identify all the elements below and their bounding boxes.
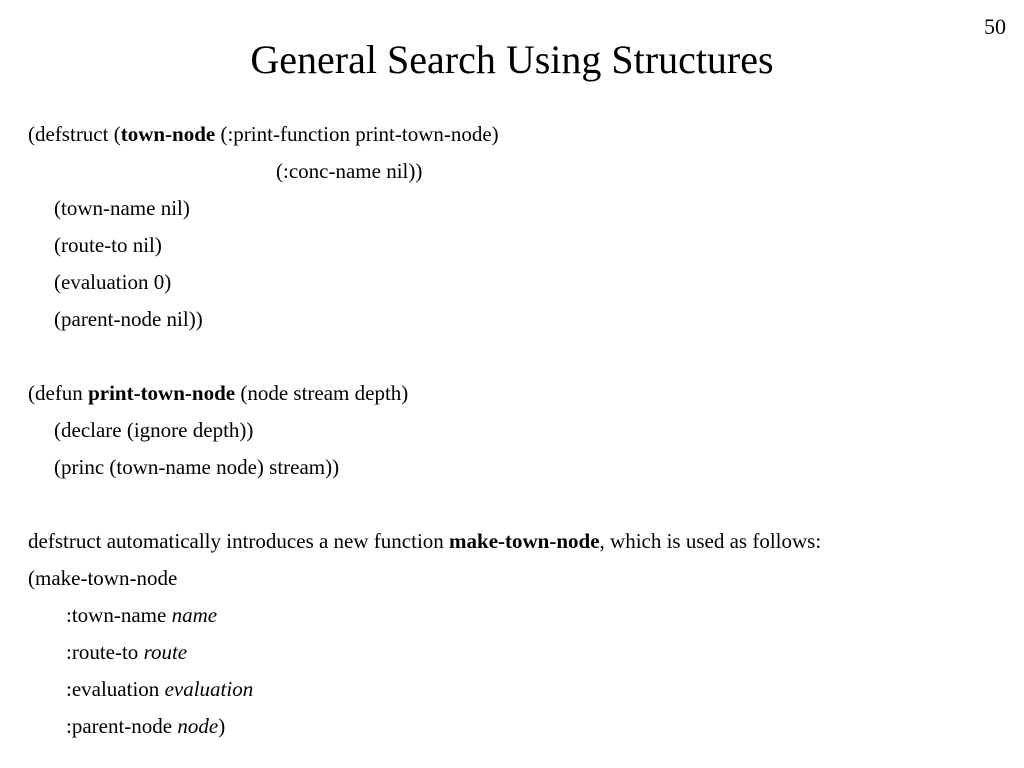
make-line-3	[28, 634, 1024, 671]
defstruct-line-6: (parent-node nil))	[54, 307, 203, 331]
constructor-name: make-town-node	[449, 529, 600, 553]
defstruct-line-1	[28, 116, 1024, 153]
spacer	[28, 338, 1024, 375]
defstruct-line-2: (:conc-name nil))	[276, 159, 423, 183]
closing-paren: )	[218, 714, 226, 738]
spacer	[28, 486, 1024, 523]
keyword: :parent-node	[66, 714, 178, 738]
slide-title: General Search Using Structures	[250, 37, 774, 82]
explanation-text: , which is used as follows:	[599, 529, 822, 553]
code-text: (defstruct (	[28, 122, 121, 146]
struct-name: town-node	[120, 122, 216, 146]
defstruct-line-5: (evaluation 0)	[54, 270, 172, 294]
defun-line-2: (declare (ignore depth))	[54, 418, 254, 442]
make-line-5	[28, 708, 1024, 745]
code-text: (:print-function print-town-node)	[215, 122, 499, 146]
defun-line-3: (princ (town-name node) stream))	[54, 455, 340, 479]
defun-line-1	[28, 375, 1024, 412]
explanation-text: defstruct automatically introduces a new function	[28, 529, 450, 553]
keyword: :evaluation	[66, 677, 165, 701]
explanation-line	[28, 523, 1024, 560]
function-name: print-town-node	[88, 381, 236, 405]
code-text: (node stream depth)	[235, 381, 409, 405]
param: route	[143, 640, 188, 664]
param: evaluation	[164, 677, 254, 701]
keyword: :town-name	[66, 603, 172, 627]
keyword: :route-to	[66, 640, 144, 664]
make-line-4	[28, 671, 1024, 708]
param: name	[171, 603, 218, 627]
defstruct-line-3: (town-name nil)	[54, 196, 190, 220]
make-line-2	[28, 597, 1024, 634]
defstruct-line-4: (route-to nil)	[54, 233, 162, 257]
param: node	[177, 714, 219, 738]
make-line-1: (make-town-node	[28, 566, 178, 590]
slide-number: 50	[984, 14, 1006, 39]
code-text: (defun	[28, 381, 89, 405]
slide-body	[28, 116, 1024, 745]
